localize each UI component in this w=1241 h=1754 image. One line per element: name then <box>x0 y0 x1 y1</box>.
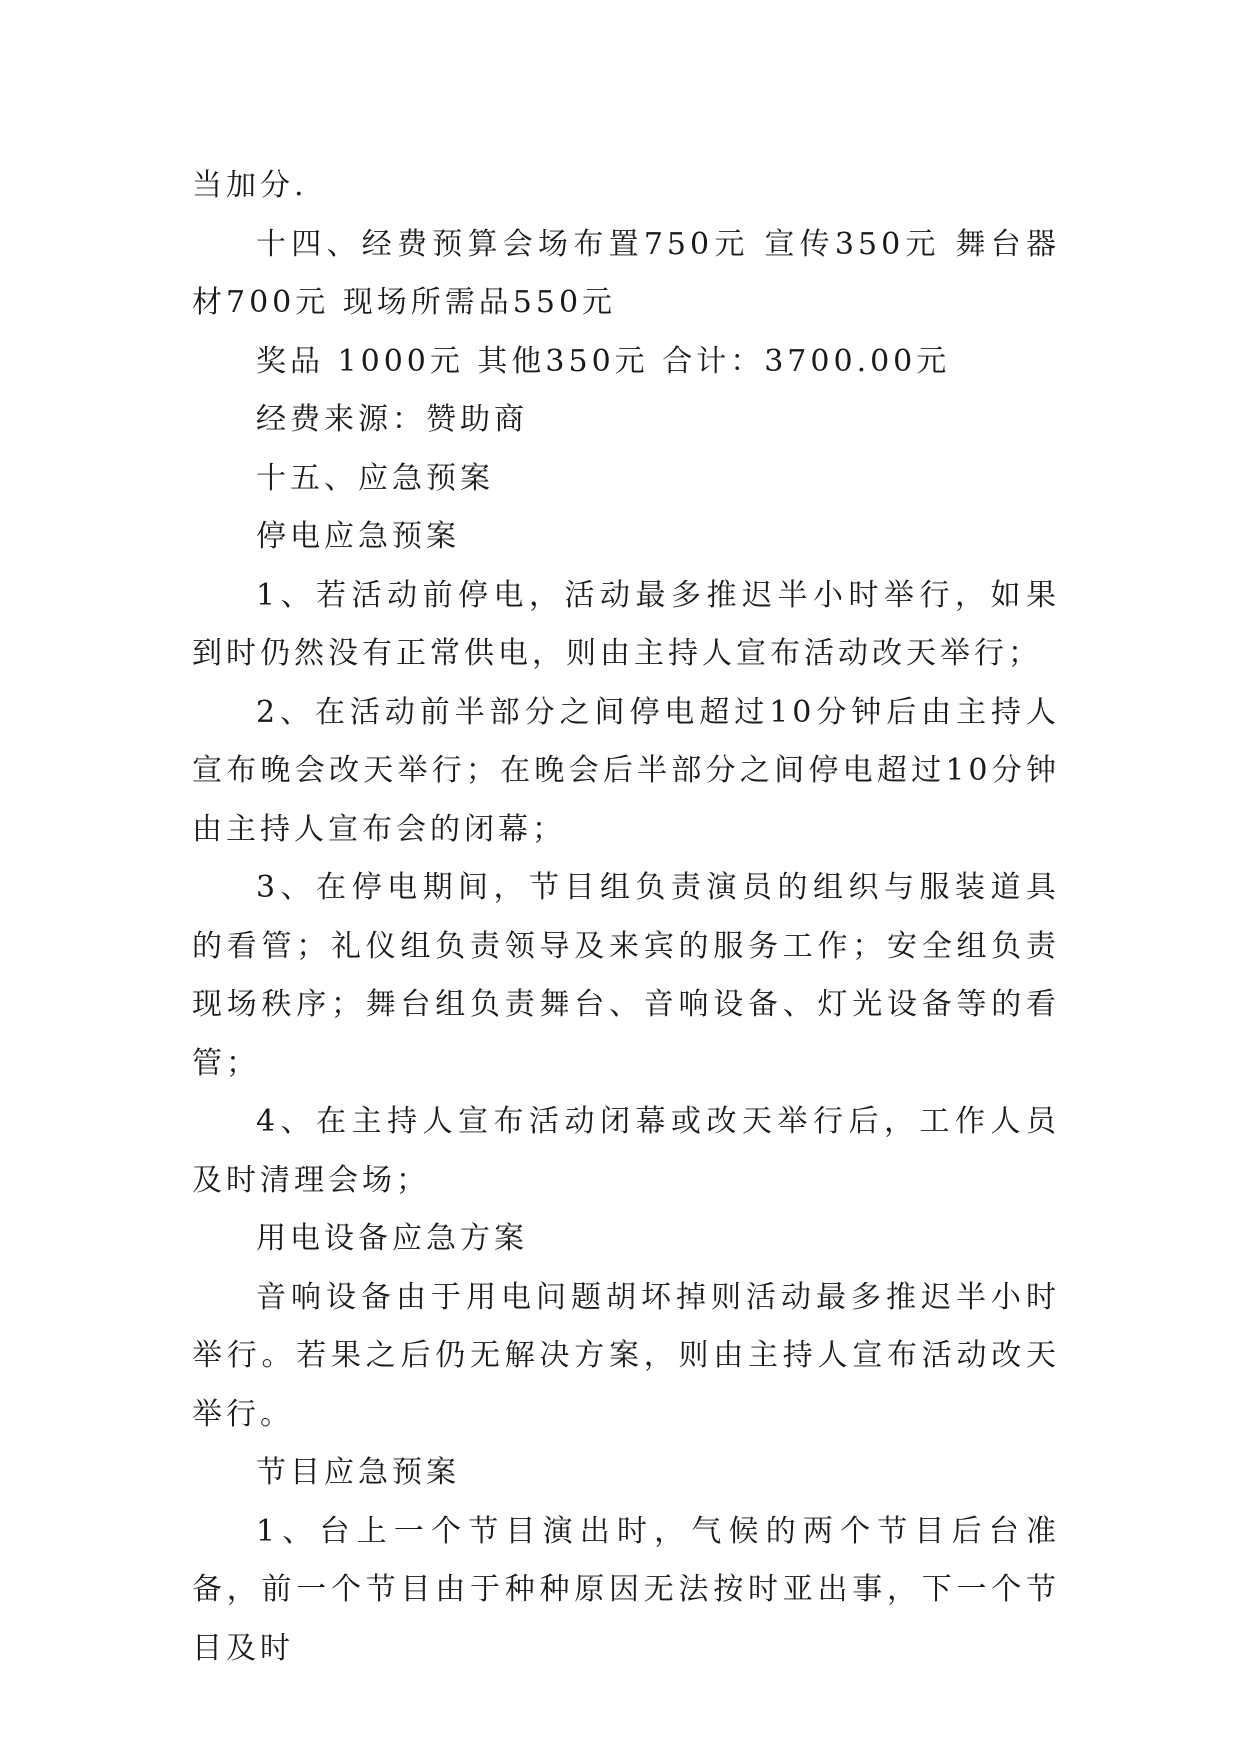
section-heading-emergency: 十五、应急预案 <box>256 460 494 496</box>
paragraph-budget-total: 奖品 1000元 其他350元 合计：3700.00元 <box>256 343 951 379</box>
paragraph-program-1: 1、台上一个节目演出时，气候的两个节目后台准备，前一个节目由于种种原因无法按时亚出事，下一个节目及时 <box>192 1513 1060 1666</box>
subheading-power-outage: 停电应急预案 <box>256 519 460 554</box>
paragraph-power-3: 3、在停电期间，节目组负责演员的组织与服装道具的看管；礼仪组负责领导及来宾的服务工作；安全组负责现场秩序；舞台组负责舞台、音响设备、灯光设备等的看管； <box>192 870 1060 1081</box>
document-body <box>192 157 1060 1678</box>
paragraph-budget: 十四、经费预算会场布置750元 宣传350元 舞台器材700元 现场所需品550元 <box>192 226 1060 320</box>
subheading-program: 节目应急预案 <box>256 1455 460 1490</box>
paragraph-power-2: 2、在活动前半部分之间停电超过10分钟后由主持人宣布晚会改天举行；在晚会后半部分之间停电超过10分钟由主持人宣布会的闭幕； <box>192 694 1060 847</box>
subheading-equipment: 用电设备应急方案 <box>256 1221 528 1256</box>
paragraph-funding-source: 经费来源：赞助商 <box>256 402 528 437</box>
paragraph-1: 当加分. <box>192 168 308 203</box>
paragraph-power-1: 1、若活动前停电，活动最多推迟半小时举行，如果到时仍然没有正常供电，则由主持人宣布活动改天举行； <box>192 577 1060 671</box>
paragraph-power-4: 4、在主持人宣布活动闭幕或改天举行后，工作人员及时清理会场； <box>192 1104 1060 1198</box>
paragraph-equipment: 音响设备由于用电问题胡坏掉则活动最多推迟半小时举行。若果之后仍无解决方案，则由主持人宣布活动改天举行。 <box>192 1279 1060 1432</box>
